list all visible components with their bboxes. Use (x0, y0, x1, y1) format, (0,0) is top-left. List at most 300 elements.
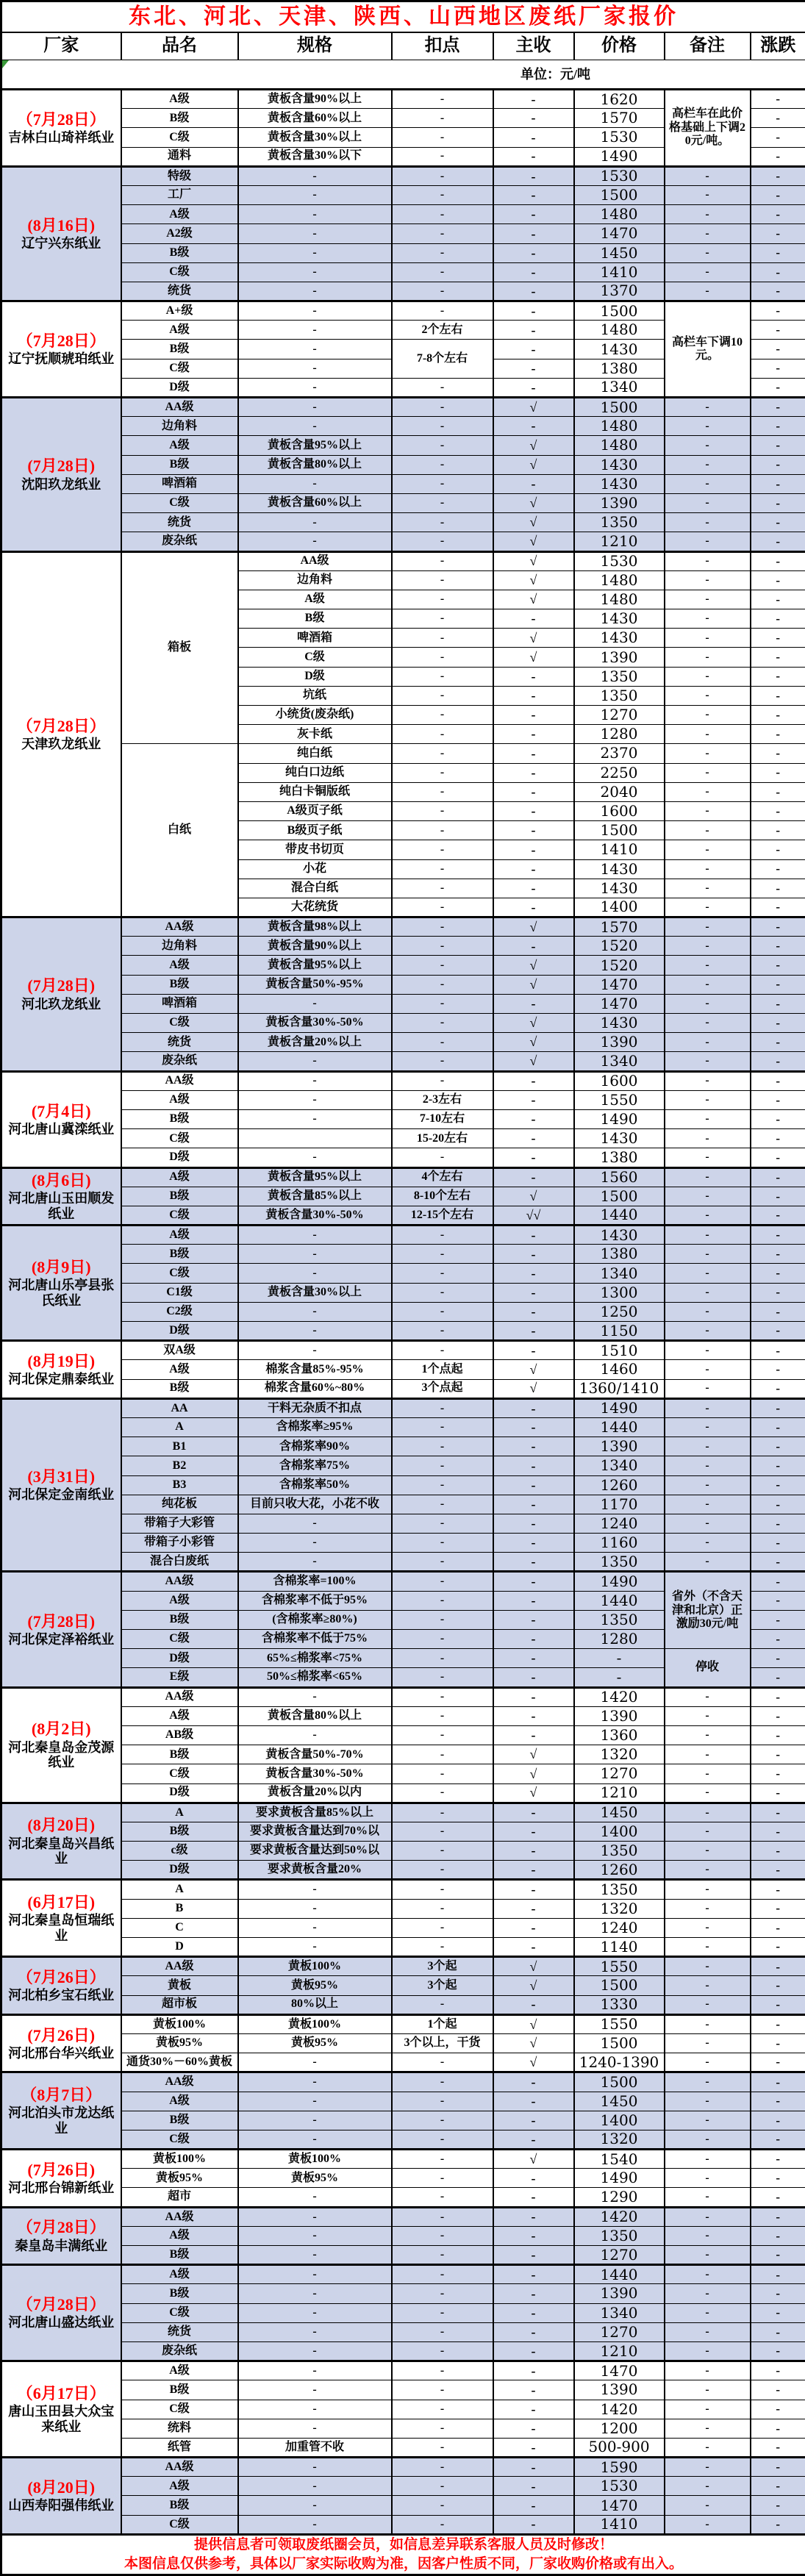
cell-item: B级 (121, 1822, 238, 1841)
cell-main: - (493, 90, 574, 109)
table-row (1, 2130, 805, 2149)
column-header-7: 涨跌 (751, 32, 805, 60)
cell-deduction: - (392, 1572, 493, 1591)
cell-remark: - (665, 1783, 751, 1803)
cell-remark: - (665, 282, 751, 301)
cell-spec: 混合白纸 (238, 879, 392, 898)
cell-remark: - (665, 455, 751, 474)
cell-change: - (751, 1398, 805, 1417)
cell-deduction: - (392, 185, 493, 204)
cell-main: √ (493, 2014, 574, 2033)
cell-price: 1170 (574, 1495, 665, 1514)
cell-spec: - (238, 2111, 392, 2130)
cell-deduction: - (392, 2303, 493, 2322)
cell-remark: - (665, 1706, 751, 1725)
cell-remark: - (665, 2400, 751, 2419)
cell-deduction: 15-20左右 (392, 1129, 493, 1148)
cell-remark: - (665, 1976, 751, 1995)
cell-change: - (751, 1803, 805, 1822)
cell-price: 1210 (574, 1783, 665, 1803)
cell-deduction: - (392, 590, 493, 609)
cell-price: 1530 (574, 2477, 665, 2496)
cell-price: 1440 (574, 1206, 665, 1225)
cell-deduction: 3个起 (392, 1976, 493, 1995)
cell-item: C2级 (121, 1302, 238, 1321)
cell-spec: - (238, 359, 392, 378)
cell-deduction: - (392, 1649, 493, 1668)
cell-deduction: - (392, 2458, 493, 2477)
cell-spec: - (238, 243, 392, 262)
cell-price: 1380 (574, 359, 665, 378)
factory-name: 唐山玉田县大众宝来纸业 (4, 2404, 118, 2434)
cell-remark: - (665, 166, 751, 185)
cell-main: - (493, 1283, 574, 1302)
cell-price: 1340 (574, 2303, 665, 2322)
cell-remark: - (665, 2130, 751, 2149)
table-row (1, 1206, 805, 1225)
table-row (1, 224, 805, 243)
cell-item: B级 (121, 975, 238, 994)
cell-item: AA级 (121, 1071, 238, 1090)
cell-spec: - (238, 2207, 392, 2226)
cell-change: - (751, 1283, 805, 1302)
cell-main: - (493, 2400, 574, 2419)
cell-price: 1430 (574, 340, 665, 359)
cell-item: D级 (121, 1322, 238, 1341)
table-row (1, 1842, 805, 1861)
cell-price: 1490 (574, 1398, 665, 1417)
cell-item: 统货 (121, 282, 238, 301)
table-row (1, 1725, 805, 1745)
cell-price: 1520 (574, 937, 665, 956)
cell-deduction: - (392, 1783, 493, 1803)
cell-spec: - (238, 2380, 392, 2400)
cell-change: - (751, 1226, 805, 1245)
table-row (1, 2458, 805, 2477)
cell-spec: (含棉浆率≥80%) (238, 1610, 392, 1629)
cell-price: 1520 (574, 956, 665, 975)
cell-price: 1450 (574, 1803, 665, 1822)
cell-item: B级 (121, 455, 238, 474)
cell-change: - (751, 1572, 805, 1591)
factory-name: 河北保定泽裕纸业 (4, 1632, 118, 1647)
cell-remark: - (665, 2477, 751, 2496)
cell-spec: 黄板含量80%以上 (238, 1706, 392, 1725)
cell-remark: - (665, 2496, 751, 2515)
factory-name: 河北邢台锦新纸业 (4, 2180, 118, 2196)
cell-remark: - (665, 2438, 751, 2457)
cell-deduction: - (392, 1033, 493, 1052)
table-row (1, 2226, 805, 2245)
cell-change: - (751, 1918, 805, 1937)
cell-spec: - (238, 2419, 392, 2438)
cell-remark: - (665, 1514, 751, 1533)
cell-change: - (751, 532, 805, 551)
cell-remark: - (665, 1417, 751, 1437)
cell-remark: - (665, 205, 751, 224)
cell-price: 1140 (574, 1938, 665, 1957)
cell-change: - (751, 629, 805, 648)
cell-spec: - (238, 1938, 392, 1957)
cell-price: 1370 (574, 282, 665, 301)
cell-remark: - (665, 1206, 751, 1225)
cell-item: B级 (121, 2380, 238, 2400)
cell-item: C级 (121, 2515, 238, 2534)
cell-change: - (751, 436, 805, 455)
table-row (1, 2246, 805, 2265)
table-row (1, 744, 805, 763)
cell-item: A级 (121, 2361, 238, 2380)
cell-change: - (751, 1071, 805, 1090)
cell-price: 1550 (574, 2014, 665, 2033)
cell-item: D (121, 1938, 238, 1957)
cell-main: - (493, 128, 574, 147)
cell-spec: 黄板含量20%以上 (238, 1033, 392, 1052)
cell-main: - (493, 706, 574, 725)
cell-spec: - (238, 532, 392, 551)
cell-item: AA级 (121, 2207, 238, 2226)
cell-item: C级 (121, 1264, 238, 1283)
cell-spec: 黄板含量60%以上 (238, 109, 392, 128)
cell-spec: B级 (238, 609, 392, 629)
cell-spec: - (238, 1148, 392, 1167)
cell-main: - (493, 1226, 574, 1245)
cell-spec: 80%以上 (238, 1995, 392, 2014)
cell-spec: - (238, 2188, 392, 2207)
cell-remark: - (665, 1842, 751, 1861)
cell-deduction: - (392, 1245, 493, 1264)
cell-spec: 黄板95% (238, 1976, 392, 1995)
cell-spec: - (238, 398, 392, 417)
cell-deduction: - (392, 2092, 493, 2111)
table-row (1, 1553, 805, 1572)
cell-main: - (493, 1880, 574, 1899)
cell-spec: A级 (238, 590, 392, 609)
cell-main: - (493, 840, 574, 859)
cell-change: - (751, 1822, 805, 1841)
cell-deduction: - (392, 706, 493, 725)
cell-spec: - (238, 1090, 392, 1109)
table-row (1, 2033, 805, 2053)
cell-change: - (751, 1417, 805, 1437)
cell-deduction: 12-15个左右 (392, 1206, 493, 1225)
cell-price: 1480 (574, 436, 665, 455)
cell-price: 1280 (574, 1630, 665, 1649)
cell-deduction: - (392, 2265, 493, 2284)
cell-main: - (493, 205, 574, 224)
cell-price: 1430 (574, 1226, 665, 1245)
cell-item: A+级 (121, 301, 238, 321)
cell-spec: 含棉浆率≥95% (238, 1417, 392, 1437)
cell-deduction: - (392, 1456, 493, 1475)
cell-change: - (751, 128, 805, 147)
cell-price: 1210 (574, 532, 665, 551)
cell-spec: - (238, 340, 392, 359)
factory-name: 沈阳玖龙纸业 (4, 477, 118, 493)
table-row (1, 185, 805, 204)
cell-remark: - (665, 629, 751, 648)
cell-item: A (121, 1803, 238, 1822)
cell-change: - (751, 1783, 805, 1803)
cell-main: √ (493, 1187, 574, 1206)
table-row (1, 2322, 805, 2341)
factory-name: 秦皇岛丰满纸业 (4, 2239, 118, 2254)
cell-main: - (493, 782, 574, 801)
factory-date: （7月28日） (4, 717, 118, 735)
cell-deduction: - (392, 648, 493, 667)
cell-change: - (751, 2438, 805, 2457)
cell-deduction: - (392, 956, 493, 975)
cell-price: 1360/1410 (574, 1379, 665, 1398)
cell-price: 1500 (574, 1976, 665, 1995)
factory-date: (7月28日) (4, 457, 118, 475)
table-row (1, 1938, 805, 1957)
factory-date: （7月28日） (4, 110, 118, 129)
cell-price: 1420 (574, 2400, 665, 2419)
cell-price: 1440 (574, 1417, 665, 1437)
cell-change: - (751, 2092, 805, 2111)
cell-remark: - (665, 1148, 751, 1167)
cell-item: C级 (121, 2130, 238, 2149)
cell-change: - (751, 455, 805, 474)
cell-change: - (751, 1706, 805, 1725)
cell-main: √ (493, 398, 574, 417)
cell-main: - (493, 2380, 574, 2400)
factory-cell (1, 2458, 121, 2535)
cell-deduction: - (392, 2438, 493, 2457)
cell-main: - (493, 2207, 574, 2226)
cell-deduction: - (392, 570, 493, 590)
cell-main: √ (493, 570, 574, 590)
factory-date: (8月20日) (4, 1816, 118, 1834)
cell-deduction: - (392, 1553, 493, 1572)
cell-remark: - (665, 2053, 751, 2072)
cell-price: 1330 (574, 1995, 665, 2014)
factory-name: 天津玖龙纸业 (4, 737, 118, 752)
table-row (1, 1322, 805, 1341)
cell-deduction: - (392, 455, 493, 474)
factory-name: 吉林白山琦祥纸业 (4, 130, 118, 146)
cell-remark: - (665, 667, 751, 686)
cell-main: - (493, 243, 574, 262)
cell-deduction: - (392, 879, 493, 898)
table-row (1, 2380, 805, 2400)
factory-date: (6月17日) (4, 1893, 118, 1911)
cell-spec: - (238, 1341, 392, 1360)
cell-price: 1270 (574, 2246, 665, 2265)
cell-change: - (751, 1938, 805, 1957)
cell-main: - (493, 262, 574, 282)
cell-deduction: - (392, 436, 493, 455)
cell-main: √ (493, 629, 574, 648)
cell-item: 混合白废纸 (121, 1553, 238, 1572)
cell-deduction: - (392, 629, 493, 648)
table-row (1, 2303, 805, 2322)
cell-deduction: - (392, 994, 493, 1013)
cell-deduction: - (392, 1687, 493, 1706)
table-row (1, 1822, 805, 1841)
factory-date: （7月28日） (4, 332, 118, 350)
cell-main: - (493, 1148, 574, 1167)
cell-main: - (493, 1995, 574, 2014)
cell-change: - (751, 1957, 805, 1976)
table-row (1, 1745, 805, 1764)
cell-price: 1280 (574, 725, 665, 744)
cell-item: A级 (121, 2265, 238, 2284)
cell-main: - (493, 1109, 574, 1128)
cell-remark: - (665, 2150, 751, 2169)
cell-remark: - (665, 398, 751, 417)
cell-remark: - (665, 1803, 751, 1822)
cell-deduction: - (392, 744, 493, 763)
cell-item: 啤酒箱 (121, 474, 238, 493)
cell-main: √ (493, 975, 574, 994)
cell-change: - (751, 1610, 805, 1629)
cell-main: - (493, 1417, 574, 1437)
column-header-2: 规格 (238, 32, 392, 60)
table-row (1, 551, 805, 570)
cell-spec: - (238, 321, 392, 340)
cell-price: 1410 (574, 262, 665, 282)
cell-spec: - (238, 1245, 392, 1264)
cell-main: - (493, 1534, 574, 1553)
cell-spec: - (238, 2226, 392, 2245)
cell-price: 1350 (574, 1880, 665, 1899)
cell-price: 1500 (574, 2033, 665, 2053)
cell-deduction: - (392, 166, 493, 185)
cell-main: - (493, 763, 574, 782)
table-row (1, 1764, 805, 1783)
cell-deduction: 3个点起 (392, 1379, 493, 1398)
cell-main: √ (493, 1379, 574, 1398)
cell-change: - (751, 2458, 805, 2477)
cell-price: 1430 (574, 609, 665, 629)
factory-cell (1, 2207, 121, 2265)
cell-deduction: - (392, 898, 493, 917)
cell-item: A级 (121, 205, 238, 224)
table-row (1, 1899, 805, 1918)
cell-deduction: - (392, 301, 493, 321)
cell-spec: 要求黄板含量达到50%以 (238, 1842, 392, 1861)
cell-remark: - (665, 648, 751, 667)
cell-remark: - (665, 1495, 751, 1514)
cell-main: - (493, 1437, 574, 1456)
cell-spec: - (238, 1052, 392, 1071)
cell-deduction: - (392, 609, 493, 629)
cell-price: 1530 (574, 128, 665, 147)
cell-deduction: - (392, 1264, 493, 1283)
cell-main: - (493, 1071, 574, 1090)
cell-main: - (493, 898, 574, 917)
cell-deduction: 7-10左右 (392, 1109, 493, 1128)
cell-deduction: - (392, 205, 493, 224)
table-row (1, 1245, 805, 1264)
cell-remark: - (665, 1226, 751, 1245)
cell-spec: 黄板含量95%以上 (238, 436, 392, 455)
table-row (1, 2515, 805, 2534)
table-row (1, 2188, 805, 2207)
cell-main: - (493, 1610, 574, 1629)
cell-change: - (751, 378, 805, 397)
cell-remark: - (665, 551, 751, 570)
cell-price: 1350 (574, 2226, 665, 2245)
cell-deduction: - (392, 1495, 493, 1514)
cell-remark: - (665, 1822, 751, 1841)
cell-remark: - (665, 937, 751, 956)
cell-deduction: - (392, 763, 493, 782)
cell-price: 500-900 (574, 2438, 665, 2457)
cell-change: - (751, 1033, 805, 1052)
cell-remark: - (665, 1360, 751, 1379)
cell-remark: - (665, 2092, 751, 2111)
cell-change: - (751, 821, 805, 840)
cell-spec: AA级 (238, 551, 392, 570)
cell-change: - (751, 1129, 805, 1148)
cell-change: - (751, 513, 805, 532)
cell-spec: 含棉浆率50% (238, 1475, 392, 1495)
cell-item: C级 (121, 1014, 238, 1033)
cell-deduction: - (392, 513, 493, 532)
cell-item: A级 (121, 1360, 238, 1379)
cell-deduction: - (392, 90, 493, 109)
cell-spec: - (238, 1725, 392, 1745)
cell-change: - (751, 1976, 805, 1995)
cell-main: √ (493, 917, 574, 937)
cell-spec: 带皮书切页 (238, 840, 392, 859)
cell-spec: - (238, 1880, 392, 1899)
cell-price: 1240 (574, 1514, 665, 1533)
cell-price: 1390 (574, 1706, 665, 1725)
cell-change: - (751, 1630, 805, 1649)
cell-remark: - (665, 2380, 751, 2400)
factory-name: 河北保定金南纸业 (4, 1487, 118, 1503)
cell-price: 1470 (574, 2496, 665, 2515)
cell-main: - (493, 282, 574, 301)
cell-price: 1530 (574, 166, 665, 185)
cell-spec: - (238, 1109, 392, 1128)
cell-item: 纸管 (121, 2438, 238, 2457)
cell-change: - (751, 725, 805, 744)
cell-spec: 黄板含量95%以上 (238, 956, 392, 975)
cell-item: A (121, 1880, 238, 1899)
cell-item: 统货 (121, 1033, 238, 1052)
cell-remark: - (665, 2226, 751, 2245)
cell-price: 1390 (574, 1437, 665, 1456)
table-row (1, 1379, 805, 1398)
cell-main: - (493, 2265, 574, 2284)
cell-item: C级 (121, 1630, 238, 1649)
cell-deduction: - (392, 1995, 493, 2014)
cell-price: 1210 (574, 2341, 665, 2361)
cell-item: 统货 (121, 513, 238, 532)
cell-main: - (493, 686, 574, 705)
table-row (1, 1302, 805, 1321)
cell-price: 1270 (574, 1764, 665, 1783)
cell-price: 1400 (574, 1822, 665, 1841)
cell-main: - (493, 321, 574, 340)
cell-deduction: - (392, 2496, 493, 2515)
cell-price: 1600 (574, 1071, 665, 1090)
cell-main: - (493, 2458, 574, 2477)
cell-change: - (751, 1995, 805, 2014)
cell-spec: 65%≤棉浆率<75% (238, 1649, 392, 1668)
cell-spec: - (238, 1687, 392, 1706)
cell-spec: 含棉浆率90% (238, 1437, 392, 1456)
table-row (1, 262, 805, 282)
cell-spec: 黄板含量50%-70% (238, 1745, 392, 1764)
factory-date: （7月28日） (4, 2218, 118, 2236)
cell-price: 1480 (574, 570, 665, 590)
